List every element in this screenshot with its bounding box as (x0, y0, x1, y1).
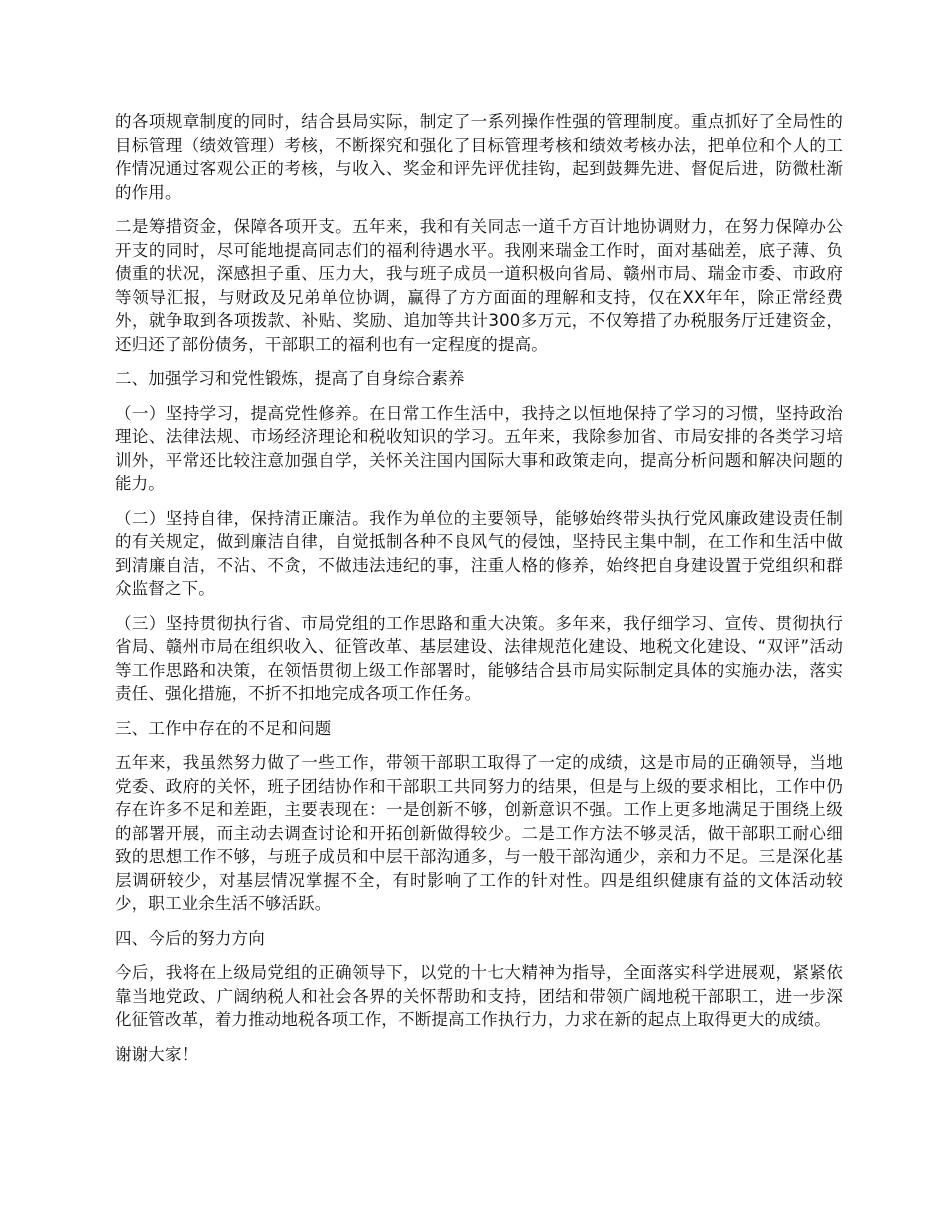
closing-thanks: 谢谢大家！ (115, 1044, 199, 1064)
paragraph-funding: 二是筹措资金，保障各项开支。五年来，我和有关同志一道千方百计地协调财力，在努力保障办公开支的同时，尽可能地提高同志们的福利待遇水平。我刚来瑞金工作时，面对基础差，底子薄、负债重的状况，深感担子重、压力大，我与班子成员一道积极向省局、赣州市局、瑞金市委、市政府等领导汇报，与财政及兄弟单位协调，赢得了方方面面的理解和支持，仅在XX年年，除正常经费外，就争取到各项拨款、补贴、奖励、追加等共计300多万元，不仅筹措了办税服务厅迁建资金，还归还了部份债务，干部职工的福利也有一定程度的提高。 (115, 217, 843, 354)
paragraph-study: （一）坚持学习，提高党性修养。在日常工作生活中，我持之以恒地保持了学习的习惯，坚持政治理论、法律法规、市场经济理论和税收知识的学习。五年来，我除参加省、市局安排的各类学习培训外，平常还比较注意加强自学，关怀关注国内国际大事和政策走向，提高分析问题和解决问题的能力。 (115, 403, 843, 493)
section-heading-shortcomings: 三、工作中存在的不足和问题 (115, 718, 332, 738)
paragraph-implementation: （三）坚持贯彻执行省、市局党组的工作思路和重大决策。多年来，我仔细学习、宣传、贯彻执行省局、赣州市局在组织收入、征管改革、基层建设、法律规范化建设、地税文化建设、“双评”活动等工作思路和决策，在领悟贯彻上级工作部署时，能够结合县市局实际制定具体的实施办法，落实责任、强化措施，不折不扣地完成各项工作任务。 (115, 613, 843, 703)
section-heading-future: 四、今后的努力方向 (115, 928, 265, 948)
paragraph-self-discipline: （二）坚持自律，保持清正廉洁。我作为单位的主要领导，能够始终带头执行党风廉政建设责任制的有关规定，做到廉洁自律，自觉抵制各种不良风气的侵蚀，坚持民主集中制，在工作和生活中做到清廉自洁，不沾、不贪，不做违法违纪的事，注重人格的修养，始终把自身建设置于党组织和群众监督之下。 (115, 508, 843, 598)
paragraph-future: 今后，我将在上级局党组的正确领导下，以党的十七大精神为指导，全面落实科学进展观，紧紧依靠当地党政、广阔纳税人和社会各界的关怀帮助和支持，团结和带领广阔地税干部职工，进一步深化征管改革，着力推动地税各项工作，不断提高工作执行力，力求在新的起点上取得更大的成绩。 (115, 963, 843, 1029)
paragraph-rules-and-assessment: 的各项规章制度的同时，结合县局实际，制定了一系列操作性强的管理制度。重点抓好了全局性的目标管理（绩效管理）考核，不断探究和强化了目标管理考核和绩效考核办法，把单位和个人的工作情况通过客观公正的考核，与收入、奖金和评先评优挂钩，起到鼓舞先进、督促后进，防微杜渐的作用。 (115, 112, 843, 202)
section-heading-study: 二、加强学习和党性锻炼，提高了自身综合素养 (115, 369, 465, 388)
document-body (115, 110, 843, 1077)
paragraph-shortcomings: 五年来，我虽然努力做了一些工作，带领干部职工取得了一定的成绩，这是市局的正确领导，当地党委、政府的关怀，班子团结协作和干部职工共同努力的结果，但是与上级的要求相比，工作中仍存在许多不足和差距，主要表现在：一是创新不够，创新意识不强。工作上更多地满足于围绕上级的部署开展，而主动去调查讨论和开拓创新做得较少。二是工作方法不够灵活，做干部职工耐心细致的思想工作不够，与班子成员和中层干部沟通多，与一般干部沟通少，亲和力不足。三是深化基层调研较少，对基层情况掌握不全，有时影响了工作的针对性。四是组织健康有益的文体活动较少，职工业余生活不够活跃。 (115, 753, 843, 913)
